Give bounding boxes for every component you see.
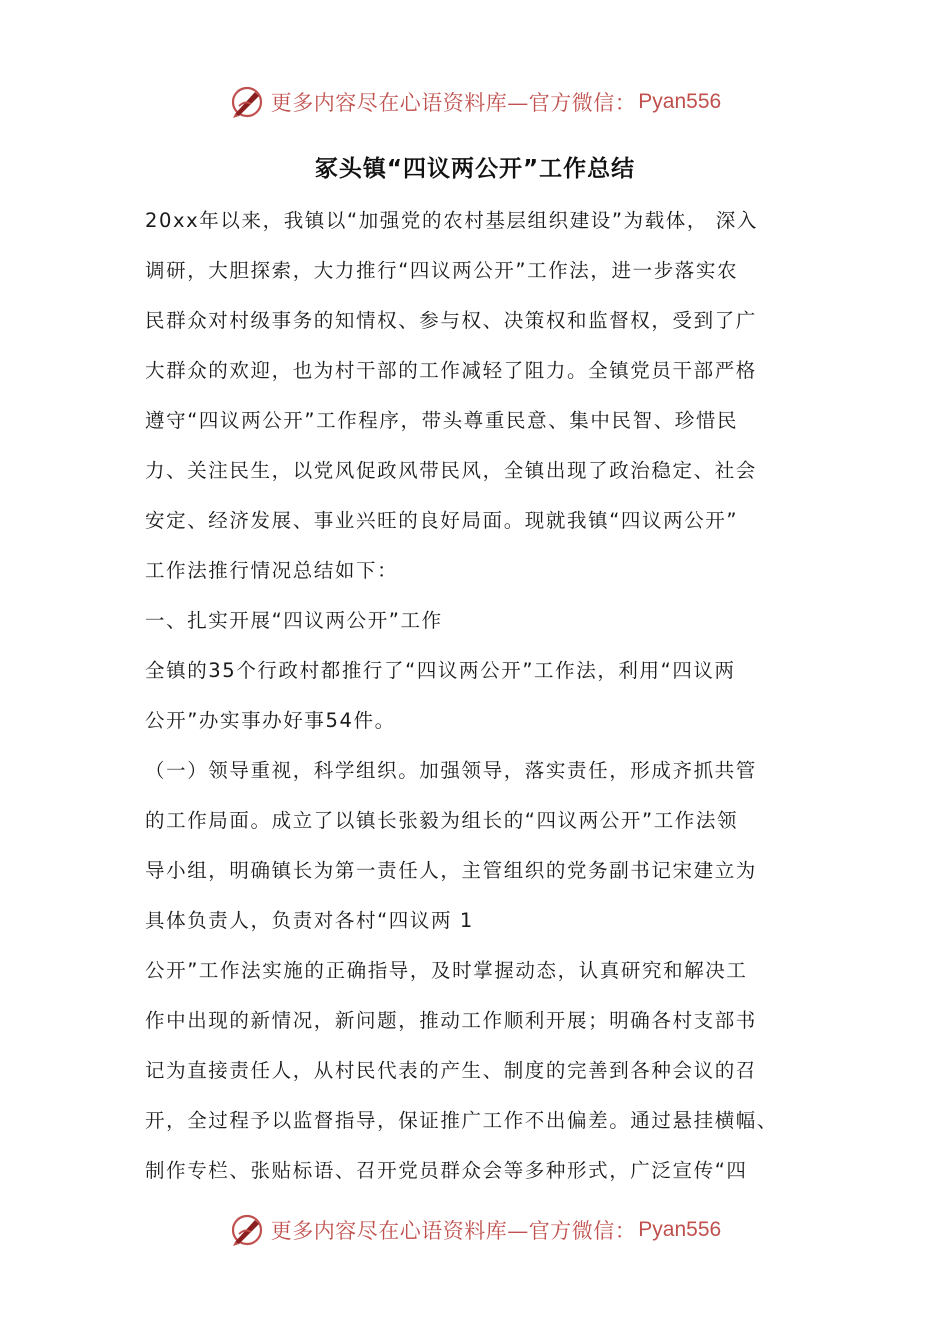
section-heading: 一、扎实开展“四议两公开”工作 [145,609,443,632]
text-line: 遵守“四议两公开”工作程序，带头尊重民意、集中民智、珍惜民 [145,409,739,432]
watermark-wechat-id: Pyan556 [638,90,722,113]
text-line: 安定、经济发展、事业兴旺的良好局面。现就我镇“四议两公开” [145,509,739,532]
document-body [145,196,825,1196]
watermark-footer [0,1208,950,1252]
text-line: 的工作局面。成立了以镇长张毅为组长的“四议两公开”工作法领 [145,809,739,832]
text-line: 制作专栏、张贴标语、召开党员群众会等多种形式，广泛宣传“四 [145,1159,748,1182]
text-line: 公开”工作法实施的正确指导，及时掌握动态，认真研究和解决工 [145,959,748,982]
pen-logo-icon [229,1212,265,1248]
text-line: 工作法推行情况总结如下： [145,559,399,582]
text-line: 调研，大胆探索，大力推行“四议两公开”工作法，进一步落实农 [145,259,739,282]
watermark-group [229,1212,721,1248]
text-line: 民群众对村级事务的知情权、参与权、决策权和监督权，受到了广 [145,309,757,332]
watermark-text: 更多内容尽在心语资料库—官方微信： [270,1219,637,1243]
text-line: 大群众的欢迎，也为村干部的工作减轻了阻力。全镇党员干部严格 [145,359,757,382]
document-title: 冢头镇“四议两公开”工作总结 [314,156,636,182]
text-line: 开，全过程予以监督指导，保证推广工作不出偏差。通过悬挂横幅、 [145,1109,779,1132]
text-line: 导小组，明确镇长为第一责任人，主管组织的党务副书记宋建立为 [145,859,757,882]
pen-logo-icon [229,84,265,120]
text-line: 力、关注民生，以党风促政风带民风，全镇出现了政治稳定、社会 [145,459,757,482]
text-line: （一）领导重视，科学组织。加强领导，落实责任，形成齐抓共管 [145,759,757,782]
text-line: 作中出现的新情况，新问题，推动工作顺利开展；明确各村支部书 [145,1009,757,1032]
watermark-text: 更多内容尽在心语资料库—官方微信： [270,91,637,115]
watermark-group [229,84,721,120]
text-line: 公开”办实事办好事54件。 [145,709,396,732]
text-line: 记为直接责任人，从村民代表的产生、制度的完善到各种会议的召 [145,1059,757,1082]
text-line: 具体负责人，负责对各村“四议两 1 [145,909,474,932]
watermark-wechat-id: Pyan556 [638,1218,722,1241]
text-line: 20xx年以来，我镇以“加强党的农村基层组织建设”为载体， 深入 [145,209,758,232]
text-line: 全镇的35个行政村都推行了“四议两公开”工作法，利用“四议两 [145,659,736,682]
watermark-header [0,80,950,124]
